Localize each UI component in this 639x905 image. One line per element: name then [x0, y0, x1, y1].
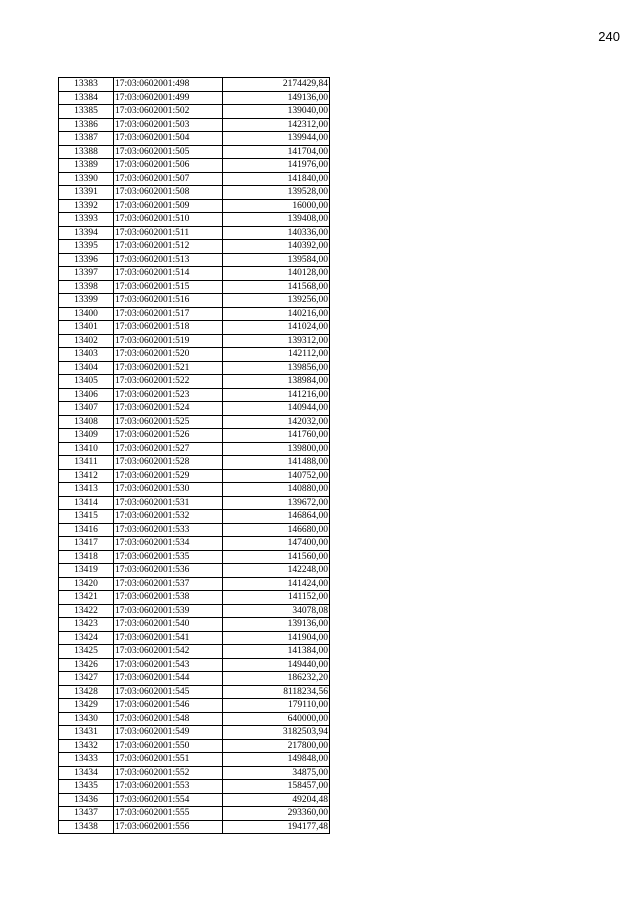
amount-cell: 141024,00	[223, 321, 330, 335]
amount-cell: 158457,00	[223, 780, 330, 794]
cadastral-number-cell: 17:03:0602001:546	[114, 699, 223, 713]
row-number-cell: 13390	[59, 172, 114, 186]
cadastral-number-cell: 17:03:0602001:510	[114, 213, 223, 227]
cadastral-number-cell: 17:03:0602001:554	[114, 793, 223, 807]
amount-cell: 139408,00	[223, 213, 330, 227]
amount-cell: 141704,00	[223, 145, 330, 159]
cadastral-number-cell: 17:03:0602001:535	[114, 550, 223, 564]
table-row	[59, 199, 330, 213]
amount-cell: 141568,00	[223, 280, 330, 294]
cadastral-number-cell: 17:03:0602001:521	[114, 361, 223, 375]
amount-cell: 149848,00	[223, 753, 330, 767]
cadastral-number-cell: 17:03:0602001:536	[114, 564, 223, 578]
table-row	[59, 226, 330, 240]
cadastral-number-cell: 17:03:0602001:504	[114, 132, 223, 146]
amount-cell: 140944,00	[223, 402, 330, 416]
amount-cell: 640000,00	[223, 712, 330, 726]
table-row	[59, 469, 330, 483]
row-number-cell: 13388	[59, 145, 114, 159]
row-number-cell: 13413	[59, 483, 114, 497]
table-row	[59, 523, 330, 537]
row-number-cell: 13419	[59, 564, 114, 578]
amount-cell: 139312,00	[223, 334, 330, 348]
table-row	[59, 699, 330, 713]
amount-cell: 139672,00	[223, 496, 330, 510]
amount-cell: 2174429,84	[223, 78, 330, 92]
cadastral-number-cell: 17:03:0602001:555	[114, 807, 223, 821]
row-number-cell: 13397	[59, 267, 114, 281]
table-row	[59, 213, 330, 227]
cadastral-number-cell: 17:03:0602001:516	[114, 294, 223, 308]
amount-cell: 149440,00	[223, 658, 330, 672]
table-row	[59, 105, 330, 119]
table-row	[59, 172, 330, 186]
cadastral-number-cell: 17:03:0602001:533	[114, 523, 223, 537]
amount-cell: 140880,00	[223, 483, 330, 497]
table-row	[59, 658, 330, 672]
table-row	[59, 118, 330, 132]
table-row	[59, 253, 330, 267]
row-number-cell: 13394	[59, 226, 114, 240]
cadastral-number-cell: 17:03:0602001:526	[114, 429, 223, 443]
row-number-cell: 13408	[59, 415, 114, 429]
row-number-cell: 13433	[59, 753, 114, 767]
table-row	[59, 307, 330, 321]
row-number-cell: 13435	[59, 780, 114, 794]
table-row	[59, 429, 330, 443]
cadastral-number-cell: 17:03:0602001:556	[114, 820, 223, 834]
data-table	[58, 77, 330, 834]
amount-cell: 141488,00	[223, 456, 330, 470]
table-row	[59, 456, 330, 470]
amount-cell: 8118234,56	[223, 685, 330, 699]
row-number-cell: 13415	[59, 510, 114, 524]
amount-cell: 149136,00	[223, 91, 330, 105]
row-number-cell: 13391	[59, 186, 114, 200]
cadastral-number-cell: 17:03:0602001:529	[114, 469, 223, 483]
row-number-cell: 13416	[59, 523, 114, 537]
row-number-cell: 13420	[59, 577, 114, 591]
table-row	[59, 415, 330, 429]
row-number-cell: 13383	[59, 78, 114, 92]
amount-cell: 142032,00	[223, 415, 330, 429]
row-number-cell: 13428	[59, 685, 114, 699]
amount-cell: 139528,00	[223, 186, 330, 200]
cadastral-number-cell: 17:03:0602001:519	[114, 334, 223, 348]
table-row	[59, 712, 330, 726]
row-number-cell: 13429	[59, 699, 114, 713]
row-number-cell: 13400	[59, 307, 114, 321]
amount-cell: 147400,00	[223, 537, 330, 551]
cadastral-number-cell: 17:03:0602001:517	[114, 307, 223, 321]
row-number-cell: 13389	[59, 159, 114, 173]
cadastral-number-cell: 17:03:0602001:511	[114, 226, 223, 240]
table-row	[59, 645, 330, 659]
cadastral-number-cell: 17:03:0602001:509	[114, 199, 223, 213]
row-number-cell: 13434	[59, 766, 114, 780]
row-number-cell: 13385	[59, 105, 114, 119]
row-number-cell: 13431	[59, 726, 114, 740]
cadastral-number-cell: 17:03:0602001:523	[114, 388, 223, 402]
amount-cell: 141760,00	[223, 429, 330, 443]
amount-cell: 140392,00	[223, 240, 330, 254]
table-row	[59, 78, 330, 92]
table-row	[59, 591, 330, 605]
amount-cell: 140216,00	[223, 307, 330, 321]
table-row	[59, 375, 330, 389]
amount-cell: 139040,00	[223, 105, 330, 119]
amount-cell: 142112,00	[223, 348, 330, 362]
row-number-cell: 13398	[59, 280, 114, 294]
cadastral-number-cell: 17:03:0602001:542	[114, 645, 223, 659]
row-number-cell: 13395	[59, 240, 114, 254]
table-row	[59, 510, 330, 524]
table-row	[59, 442, 330, 456]
amount-cell: 140128,00	[223, 267, 330, 281]
amount-cell: 141152,00	[223, 591, 330, 605]
amount-cell: 139136,00	[223, 618, 330, 632]
cadastral-number-cell: 17:03:0602001:503	[114, 118, 223, 132]
table-row	[59, 577, 330, 591]
row-number-cell: 13403	[59, 348, 114, 362]
row-number-cell: 13387	[59, 132, 114, 146]
amount-cell: 293360,00	[223, 807, 330, 821]
table-row	[59, 267, 330, 281]
amount-cell: 3182503,94	[223, 726, 330, 740]
cadastral-number-cell: 17:03:0602001:528	[114, 456, 223, 470]
table-row	[59, 321, 330, 335]
table-row	[59, 550, 330, 564]
table-row	[59, 766, 330, 780]
row-number-cell: 13401	[59, 321, 114, 335]
cadastral-number-cell: 17:03:0602001:538	[114, 591, 223, 605]
row-number-cell: 13423	[59, 618, 114, 632]
amount-cell: 141216,00	[223, 388, 330, 402]
table-row	[59, 294, 330, 308]
amount-cell: 141976,00	[223, 159, 330, 173]
row-number-cell: 13386	[59, 118, 114, 132]
cadastral-number-cell: 17:03:0602001:534	[114, 537, 223, 551]
cadastral-number-cell: 17:03:0602001:553	[114, 780, 223, 794]
amount-cell: 34875,00	[223, 766, 330, 780]
table-row	[59, 807, 330, 821]
row-number-cell: 13392	[59, 199, 114, 213]
table-row	[59, 537, 330, 551]
amount-cell: 186232,20	[223, 672, 330, 686]
amount-cell: 140752,00	[223, 469, 330, 483]
cadastral-number-cell: 17:03:0602001:508	[114, 186, 223, 200]
cadastral-number-cell: 17:03:0602001:505	[114, 145, 223, 159]
amount-cell: 34078,08	[223, 604, 330, 618]
table-row	[59, 739, 330, 753]
row-number-cell: 13437	[59, 807, 114, 821]
amount-cell: 142312,00	[223, 118, 330, 132]
row-number-cell: 13410	[59, 442, 114, 456]
cadastral-number-cell: 17:03:0602001:531	[114, 496, 223, 510]
row-number-cell: 13399	[59, 294, 114, 308]
cadastral-number-cell: 17:03:0602001:520	[114, 348, 223, 362]
table-row	[59, 726, 330, 740]
cadastral-number-cell: 17:03:0602001:514	[114, 267, 223, 281]
amount-cell: 146864,00	[223, 510, 330, 524]
cadastral-number-cell: 17:03:0602001:507	[114, 172, 223, 186]
table-row	[59, 91, 330, 105]
amount-cell: 49204,48	[223, 793, 330, 807]
table-row	[59, 793, 330, 807]
amount-cell: 141424,00	[223, 577, 330, 591]
amount-cell: 141904,00	[223, 631, 330, 645]
table-row	[59, 132, 330, 146]
amount-cell: 138984,00	[223, 375, 330, 389]
amount-cell: 139256,00	[223, 294, 330, 308]
row-number-cell: 13407	[59, 402, 114, 416]
row-number-cell: 13422	[59, 604, 114, 618]
table-row	[59, 483, 330, 497]
amount-cell: 142248,00	[223, 564, 330, 578]
table-row	[59, 348, 330, 362]
cadastral-number-cell: 17:03:0602001:525	[114, 415, 223, 429]
row-number-cell: 13402	[59, 334, 114, 348]
row-number-cell: 13430	[59, 712, 114, 726]
table-row	[59, 604, 330, 618]
cadastral-number-cell: 17:03:0602001:549	[114, 726, 223, 740]
row-number-cell: 13432	[59, 739, 114, 753]
cadastral-number-cell: 17:03:0602001:513	[114, 253, 223, 267]
table-row	[59, 820, 330, 834]
cadastral-number-cell: 17:03:0602001:530	[114, 483, 223, 497]
cadastral-number-cell: 17:03:0602001:512	[114, 240, 223, 254]
cadastral-number-cell: 17:03:0602001:502	[114, 105, 223, 119]
table-row	[59, 159, 330, 173]
amount-cell: 141840,00	[223, 172, 330, 186]
row-number-cell: 13438	[59, 820, 114, 834]
table-row	[59, 496, 330, 510]
cadastral-number-cell: 17:03:0602001:551	[114, 753, 223, 767]
cadastral-number-cell: 17:03:0602001:544	[114, 672, 223, 686]
cadastral-number-cell: 17:03:0602001:506	[114, 159, 223, 173]
table-row	[59, 388, 330, 402]
cadastral-number-cell: 17:03:0602001:550	[114, 739, 223, 753]
amount-cell: 16000,00	[223, 199, 330, 213]
row-number-cell: 13384	[59, 91, 114, 105]
table-row	[59, 631, 330, 645]
amount-cell: 217800,00	[223, 739, 330, 753]
row-number-cell: 13411	[59, 456, 114, 470]
amount-cell: 179110,00	[223, 699, 330, 713]
cadastral-number-cell: 17:03:0602001:548	[114, 712, 223, 726]
row-number-cell: 13418	[59, 550, 114, 564]
cadastral-number-cell: 17:03:0602001:537	[114, 577, 223, 591]
row-number-cell: 13424	[59, 631, 114, 645]
table-row	[59, 672, 330, 686]
row-number-cell: 13425	[59, 645, 114, 659]
table-row	[59, 334, 330, 348]
row-number-cell: 13414	[59, 496, 114, 510]
row-number-cell: 13404	[59, 361, 114, 375]
cadastral-number-cell: 17:03:0602001:545	[114, 685, 223, 699]
table-row	[59, 240, 330, 254]
table-row	[59, 564, 330, 578]
row-number-cell: 13412	[59, 469, 114, 483]
table-row	[59, 402, 330, 416]
row-number-cell: 13427	[59, 672, 114, 686]
cadastral-number-cell: 17:03:0602001:498	[114, 78, 223, 92]
table-row	[59, 361, 330, 375]
table-row	[59, 145, 330, 159]
amount-cell: 139800,00	[223, 442, 330, 456]
row-number-cell: 13426	[59, 658, 114, 672]
cadastral-number-cell: 17:03:0602001:532	[114, 510, 223, 524]
cadastral-number-cell: 17:03:0602001:540	[114, 618, 223, 632]
cadastral-number-cell: 17:03:0602001:527	[114, 442, 223, 456]
table-body	[59, 78, 330, 834]
row-number-cell: 13409	[59, 429, 114, 443]
table-row	[59, 780, 330, 794]
row-number-cell: 13436	[59, 793, 114, 807]
cadastral-number-cell: 17:03:0602001:522	[114, 375, 223, 389]
cadastral-number-cell: 17:03:0602001:552	[114, 766, 223, 780]
table-row	[59, 618, 330, 632]
row-number-cell: 13405	[59, 375, 114, 389]
table-row	[59, 280, 330, 294]
amount-cell: 140336,00	[223, 226, 330, 240]
row-number-cell: 13393	[59, 213, 114, 227]
amount-cell: 139856,00	[223, 361, 330, 375]
cadastral-number-cell: 17:03:0602001:539	[114, 604, 223, 618]
amount-cell: 141384,00	[223, 645, 330, 659]
amount-cell: 194177,48	[223, 820, 330, 834]
cadastral-number-cell: 17:03:0602001:499	[114, 91, 223, 105]
row-number-cell: 13417	[59, 537, 114, 551]
amount-cell: 139584,00	[223, 253, 330, 267]
row-number-cell: 13396	[59, 253, 114, 267]
cadastral-number-cell: 17:03:0602001:518	[114, 321, 223, 335]
cadastral-number-cell: 17:03:0602001:515	[114, 280, 223, 294]
amount-cell: 141560,00	[223, 550, 330, 564]
page-number: 240	[598, 29, 620, 44]
table-row	[59, 753, 330, 767]
cadastral-number-cell: 17:03:0602001:541	[114, 631, 223, 645]
cadastral-number-cell: 17:03:0602001:524	[114, 402, 223, 416]
amount-cell: 139944,00	[223, 132, 330, 146]
table-row	[59, 685, 330, 699]
row-number-cell: 13421	[59, 591, 114, 605]
cadastral-number-cell: 17:03:0602001:543	[114, 658, 223, 672]
table-row	[59, 186, 330, 200]
amount-cell: 146680,00	[223, 523, 330, 537]
row-number-cell: 13406	[59, 388, 114, 402]
